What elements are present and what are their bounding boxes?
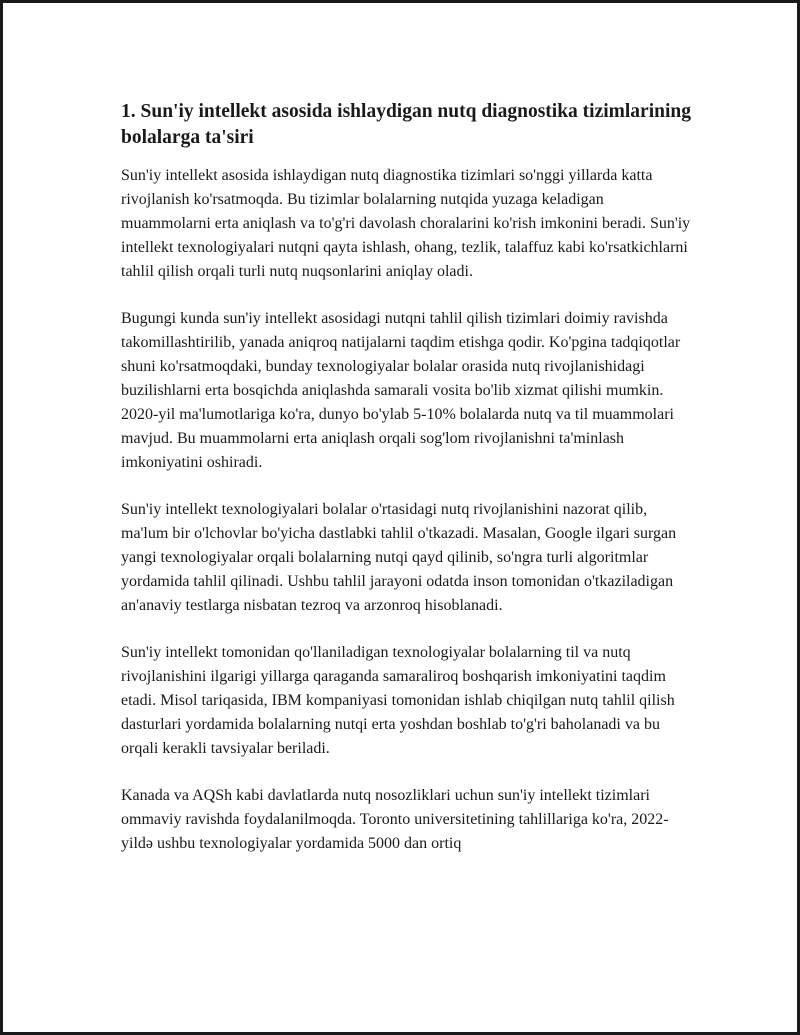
paragraph-2: Bugungi kunda sun'iy intellekt asosidagi nutqni tahlil qilish tizimlari doimiy ravishda takomillashtirilib, yanada aniqroq natijalarni taqdim etishga qodir. Ko'pgina tadqiqotlar shuni ko'rsatmoqdaki, bunday texnologiyalar bolalar orasida nutq rivojlanishidagi buzilishlarni erta bosqichda aniqlashda samarali vosita bo'lib xizmat qilishi mumkin. 2020-yil ma'lumotlariga ko'ra, dunyo bo'ylab 5-10% bolalarda nutq va til muammolari mavjud. Bu muammolarni erta aniqlash orqali sog'lom rivojlanishni ta'minlash imkoniyatini oshiradi. [121,310,681,471]
paragraph-1: Sun'iy intellekt asosida ishlaydigan nutq diagnostika tizimlari so'nggi yillarda katta rivojlanish ko'rsatmoqda. Bu tizimlar bolalarning nutqida yuzaga keladigan muammolarni erta aniqlash va to'g'ri davolash choralarini ko'rish imkonini beradi. Sun'iy intellekt texnologiyalari nutqni qayta ishlash, ohang, tezlik, talaffuz kabi ko'rsatkichlarni tahlil qilish orqali turli nutq nuqsonlarini aniqlay oladi. [121,167,691,280]
section-heading: 1. Sun'iy intellekt asosida ishlaydigan nutq diagnostika tizimlarining bolalarga ta'siri [121,101,691,148]
paragraph-3: Sun'iy intellekt texnologiyalari bolalar o'rtasidagi nutq rivojlanishini nazorat qilib, ma'lum bir o'lchovlar bo'yicha dastlabki tahlil o'tkazadi. Masalan, Google ilgari surgan yangi texnologiyalar orqali bolalarning nutqi qayd qilinib, so'ngra turli algoritmlar yordamida tahlil qilinadi. Ushbu tahlil jarayoni odatda inson tomonidan o'tkaziladigan an'anaviy testlarga nisbatan tezroq va arzonroq hisoblanadi. [121,501,677,614]
paragraph-5: Kanada va AQSh kabi davlatlarda nutq nosozliklari uchun sun'iy intellekt tizimlari ommaviy ravishda foydalanilmoqda. Toronto universitetining tahlillariga ko'ra, 2022-yildə ushbu texnologiyalar yordamida 5000 dan ortiq [121,787,669,852]
paragraph-4: Sun'iy intellekt tomonidan qo'llaniladigan texnologiyalar bolalarning til va nutq rivojlanishini ilgarigi yillarga qaraganda samaraliroq boshqarish imkoniyatini taqdim etadi. Misol tariqasida, IBM kompaniyasi tomonidan ishlab chiqilgan nutq tahlil qilish dasturlari yordamida bolalarning nutqi erta yoshdan boshlab to'g'ri baholanadi va bu orqali kerakli tavsiyalar beriladi. [121,644,675,757]
document-body [121,99,693,856]
